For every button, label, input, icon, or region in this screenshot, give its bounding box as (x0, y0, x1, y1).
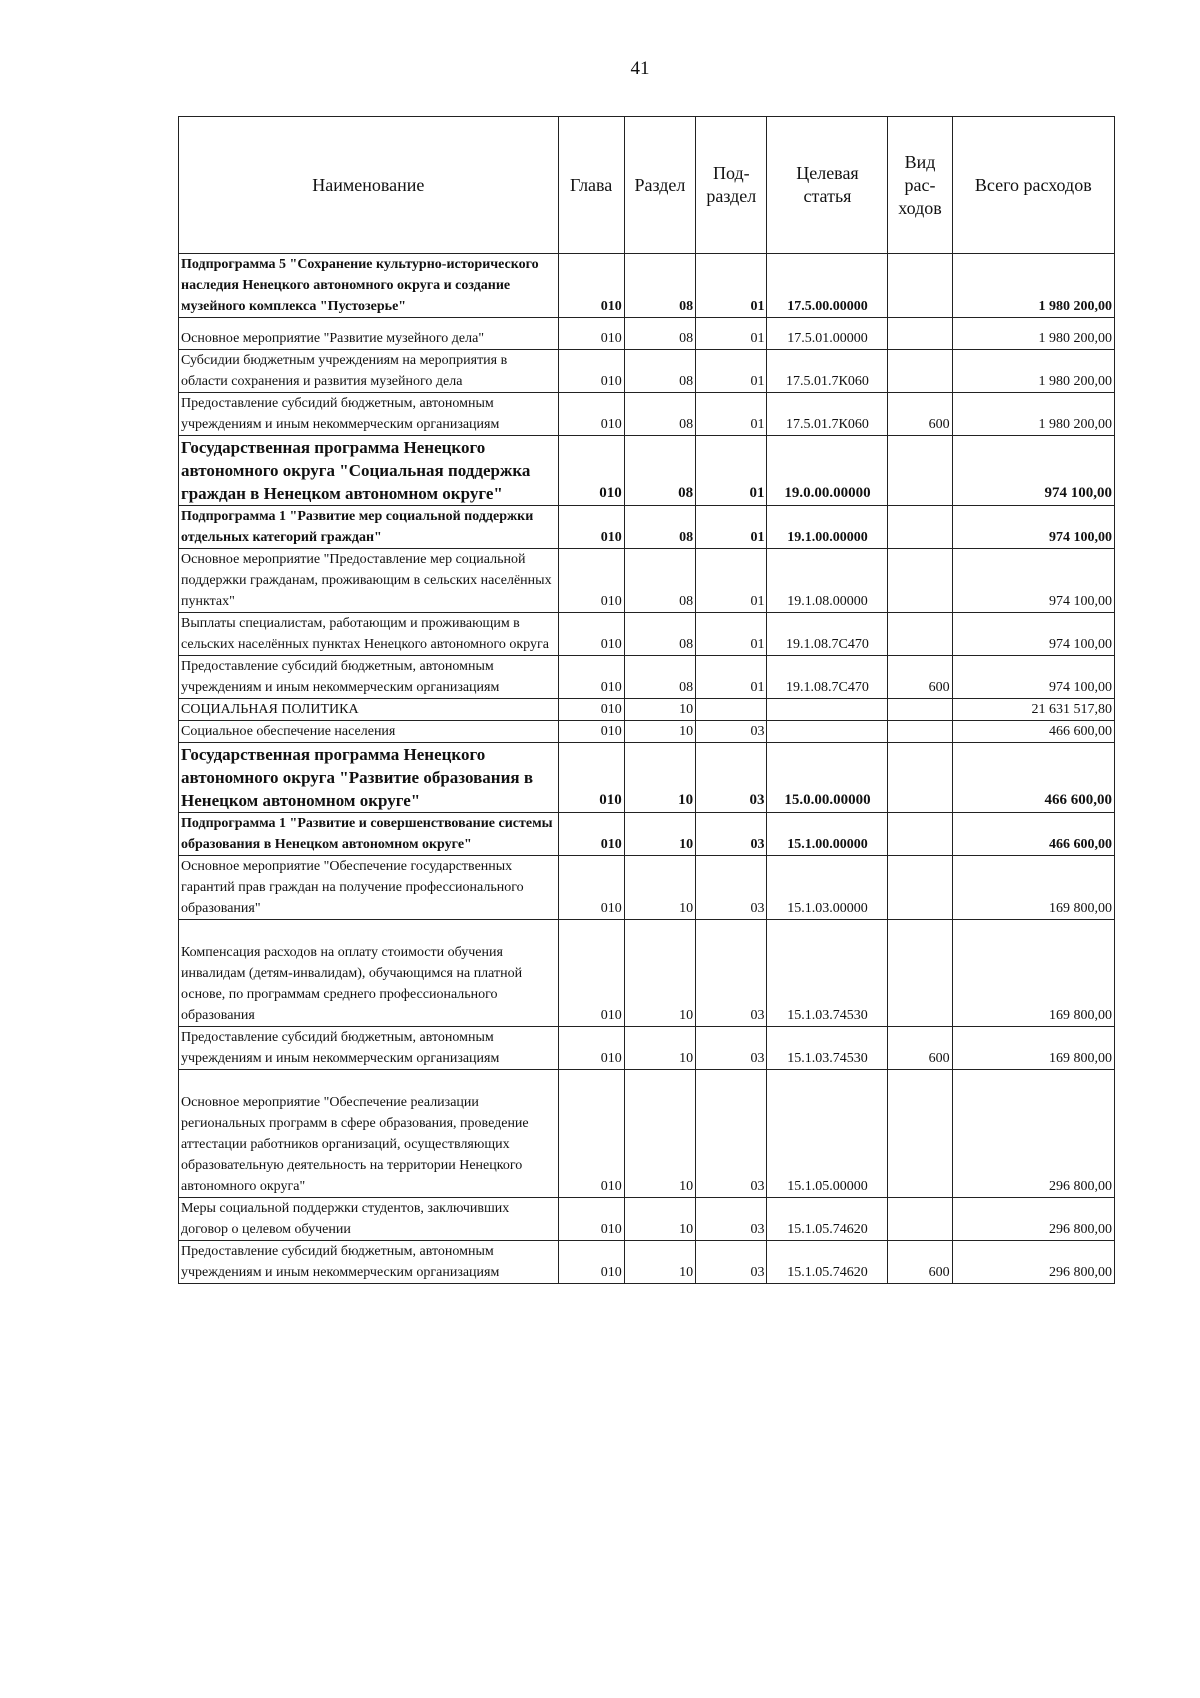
cell-chapter: 010 (558, 613, 624, 656)
cell-target: 17.5.01.7К060 (767, 393, 888, 436)
cell-section: 08 (624, 506, 695, 549)
header-target: Целевая статья (767, 117, 888, 254)
table-row (179, 1027, 1115, 1070)
cell-subsection: 01 (696, 656, 767, 699)
cell-total: 169 800,00 (952, 856, 1114, 920)
cell-total: 169 800,00 (952, 920, 1114, 1027)
cell-target (767, 699, 888, 721)
cell-total: 974 100,00 (952, 436, 1114, 506)
cell-total: 296 800,00 (952, 1241, 1114, 1284)
cell-type (888, 613, 952, 656)
cell-type (888, 506, 952, 549)
table-row (179, 393, 1115, 436)
table-row (179, 1070, 1115, 1198)
cell-target (767, 721, 888, 743)
cell-chapter: 010 (558, 393, 624, 436)
cell-type (888, 254, 952, 318)
cell-target: 19.1.08.7С470 (767, 656, 888, 699)
cell-section: 10 (624, 1070, 695, 1198)
cell-target: 15.1.05.74620 (767, 1241, 888, 1284)
cell-section: 08 (624, 436, 695, 506)
cell-target: 15.1.00.00000 (767, 813, 888, 856)
cell-subsection: 01 (696, 436, 767, 506)
cell-chapter: 010 (558, 1241, 624, 1284)
cell-total: 1 980 200,00 (952, 318, 1114, 350)
cell-total: 296 800,00 (952, 1198, 1114, 1241)
table-row (179, 318, 1115, 350)
cell-name: Предоставление субсидий бюджетным, автономным учреждениям и иным некоммерческим организациям (179, 1027, 559, 1070)
cell-section: 08 (624, 350, 695, 393)
cell-total: 466 600,00 (952, 721, 1114, 743)
cell-section: 08 (624, 393, 695, 436)
cell-subsection: 03 (696, 1241, 767, 1284)
cell-section: 10 (624, 743, 695, 813)
cell-name: Государственная программа Ненецкого автономного округа "Развитие образования в Ненецком автономном округе" (179, 743, 559, 813)
cell-type (888, 350, 952, 393)
cell-total: 466 600,00 (952, 813, 1114, 856)
cell-chapter: 010 (558, 350, 624, 393)
cell-target: 15.1.03.74530 (767, 1027, 888, 1070)
cell-target: 19.0.00.00000 (767, 436, 888, 506)
cell-type: 600 (888, 1027, 952, 1070)
table-row (179, 813, 1115, 856)
cell-target: 15.1.03.00000 (767, 856, 888, 920)
cell-name: Основное мероприятие "Обеспечение реализации региональных программ в сфере образования, проведение аттестации работников организаций, осуществляющих образовательную деятельность на территории Ненецкого автономного округа" (179, 1070, 559, 1198)
cell-subsection: 01 (696, 393, 767, 436)
cell-name: Подпрограмма 1 "Развитие мер социальной поддержки отдельных категорий граждан" (179, 506, 559, 549)
table-row (179, 549, 1115, 613)
cell-name: Основное мероприятие "Предоставление мер социальной поддержки гражданам, проживающим в сельских населённых пунктах" (179, 549, 559, 613)
cell-type (888, 436, 952, 506)
cell-name: Подпрограмма 1 "Развитие и совершенствование системы образования в Ненецком автономном округе" (179, 813, 559, 856)
cell-chapter: 010 (558, 920, 624, 1027)
cell-total: 1 980 200,00 (952, 393, 1114, 436)
cell-chapter: 010 (558, 318, 624, 350)
cell-chapter: 010 (558, 699, 624, 721)
header-total: Всего расходов (952, 117, 1114, 254)
cell-subsection: 03 (696, 813, 767, 856)
cell-target: 15.1.05.74620 (767, 1198, 888, 1241)
cell-subsection: 03 (696, 743, 767, 813)
cell-chapter: 010 (558, 856, 624, 920)
cell-subsection: 03 (696, 1027, 767, 1070)
cell-chapter: 010 (558, 549, 624, 613)
table-row (179, 721, 1115, 743)
page-number: 41 (630, 58, 650, 79)
cell-type (888, 856, 952, 920)
cell-type (888, 813, 952, 856)
cell-name: Выплаты специалистам, работающим и проживающим в сельских населённых пунктах Ненецкого автономного округа (179, 613, 559, 656)
cell-name: Государственная программа Ненецкого автономного округа "Социальная поддержка граждан в Ненецком автономном округе" (179, 436, 559, 506)
cell-subsection (696, 699, 767, 721)
cell-target: 15.0.00.00000 (767, 743, 888, 813)
cell-chapter: 010 (558, 813, 624, 856)
cell-section: 08 (624, 318, 695, 350)
cell-section: 10 (624, 856, 695, 920)
cell-type (888, 920, 952, 1027)
cell-target: 15.1.05.00000 (767, 1070, 888, 1198)
table-row (179, 436, 1115, 506)
cell-subsection: 01 (696, 549, 767, 613)
cell-section: 10 (624, 1198, 695, 1241)
cell-total: 974 100,00 (952, 549, 1114, 613)
cell-type (888, 318, 952, 350)
table-row (179, 920, 1115, 1027)
cell-chapter: 010 (558, 254, 624, 318)
table-header (179, 117, 1115, 254)
cell-target: 15.1.03.74530 (767, 920, 888, 1027)
cell-type (888, 699, 952, 721)
cell-section: 10 (624, 699, 695, 721)
cell-subsection: 03 (696, 721, 767, 743)
cell-total: 974 100,00 (952, 613, 1114, 656)
cell-total: 1 980 200,00 (952, 254, 1114, 318)
cell-type: 600 (888, 656, 952, 699)
cell-total: 21 631 517,80 (952, 699, 1114, 721)
cell-section: 10 (624, 1027, 695, 1070)
cell-target: 17.5.01.00000 (767, 318, 888, 350)
cell-total: 1 980 200,00 (952, 350, 1114, 393)
cell-section: 10 (624, 920, 695, 1027)
header-section: Раздел (624, 117, 695, 254)
cell-target: 19.1.00.00000 (767, 506, 888, 549)
cell-chapter: 010 (558, 506, 624, 549)
cell-section: 10 (624, 721, 695, 743)
cell-section: 10 (624, 813, 695, 856)
cell-name: Основное мероприятие "Обеспечение государственных гарантий прав граждан на получение профессионального образования" (179, 856, 559, 920)
cell-subsection: 01 (696, 350, 767, 393)
cell-type (888, 1198, 952, 1241)
cell-target: 17.5.01.7К060 (767, 350, 888, 393)
table-row (179, 613, 1115, 656)
cell-target: 17.5.00.00000 (767, 254, 888, 318)
table-row (179, 1198, 1115, 1241)
cell-name: Предоставление субсидий бюджетным, автономным учреждениям и иным некоммерческим организациям (179, 1241, 559, 1284)
cell-name: Компенсация расходов на оплату стоимости обучения инвалидам (детям-инвалидам), обучающимся на платной основе, по программам среднего профессионального образования (179, 920, 559, 1027)
cell-section: 08 (624, 656, 695, 699)
cell-subsection: 01 (696, 318, 767, 350)
table-row (179, 1241, 1115, 1284)
cell-chapter: 010 (558, 1070, 624, 1198)
cell-type (888, 1070, 952, 1198)
cell-section: 08 (624, 549, 695, 613)
cell-chapter: 010 (558, 721, 624, 743)
cell-name: Предоставление субсидий бюджетным, автономным учреждениям и иным некоммерческим организациям (179, 656, 559, 699)
cell-name: Меры социальной поддержки студентов, заключивших договор о целевом обучении (179, 1198, 559, 1241)
cell-type: 600 (888, 1241, 952, 1284)
cell-subsection: 03 (696, 1070, 767, 1198)
header-subsection: Под-раздел (696, 117, 767, 254)
cell-chapter: 010 (558, 743, 624, 813)
cell-subsection: 01 (696, 254, 767, 318)
cell-section: 08 (624, 254, 695, 318)
cell-section: 08 (624, 613, 695, 656)
table-row (179, 350, 1115, 393)
cell-name: Подпрограмма 5 "Сохранение культурно-исторического наследия Ненецкого автономного округа и создание музейного комплекса "Пустозерье" (179, 254, 559, 318)
cell-subsection: 03 (696, 920, 767, 1027)
table-row (179, 743, 1115, 813)
cell-type (888, 721, 952, 743)
cell-subsection: 03 (696, 1198, 767, 1241)
cell-subsection: 03 (696, 856, 767, 920)
cell-target: 19.1.08.7С470 (767, 613, 888, 656)
table-row (179, 656, 1115, 699)
header-chapter: Глава (558, 117, 624, 254)
cell-name: Социальное обеспечение населения (179, 721, 559, 743)
cell-total: 974 100,00 (952, 656, 1114, 699)
cell-name: СОЦИАЛЬНАЯ ПОЛИТИКА (179, 699, 559, 721)
cell-chapter: 010 (558, 1198, 624, 1241)
cell-total: 296 800,00 (952, 1070, 1114, 1198)
cell-type (888, 743, 952, 813)
budget-table (178, 116, 1115, 1284)
cell-chapter: 010 (558, 436, 624, 506)
cell-section: 10 (624, 1241, 695, 1284)
cell-chapter: 010 (558, 1027, 624, 1070)
cell-name: Основное мероприятие "Развитие музейного дела" (179, 318, 559, 350)
cell-total: 466 600,00 (952, 743, 1114, 813)
cell-type: 600 (888, 393, 952, 436)
cell-name: Предоставление субсидий бюджетным, автономным учреждениям и иным некоммерческим организациям (179, 393, 559, 436)
table-row (179, 254, 1115, 318)
cell-subsection: 01 (696, 506, 767, 549)
cell-total: 974 100,00 (952, 506, 1114, 549)
cell-name: Субсидии бюджетным учреждениям на мероприятия в области сохранения и развития музейного дела (179, 350, 559, 393)
table-row (179, 856, 1115, 920)
table-row (179, 506, 1115, 549)
cell-subsection: 01 (696, 613, 767, 656)
cell-type (888, 549, 952, 613)
cell-total: 169 800,00 (952, 1027, 1114, 1070)
cell-chapter: 010 (558, 656, 624, 699)
header-type: Вид рас-ходов (888, 117, 952, 254)
header-name: Наименование (179, 117, 559, 254)
table-row (179, 699, 1115, 721)
cell-target: 19.1.08.00000 (767, 549, 888, 613)
